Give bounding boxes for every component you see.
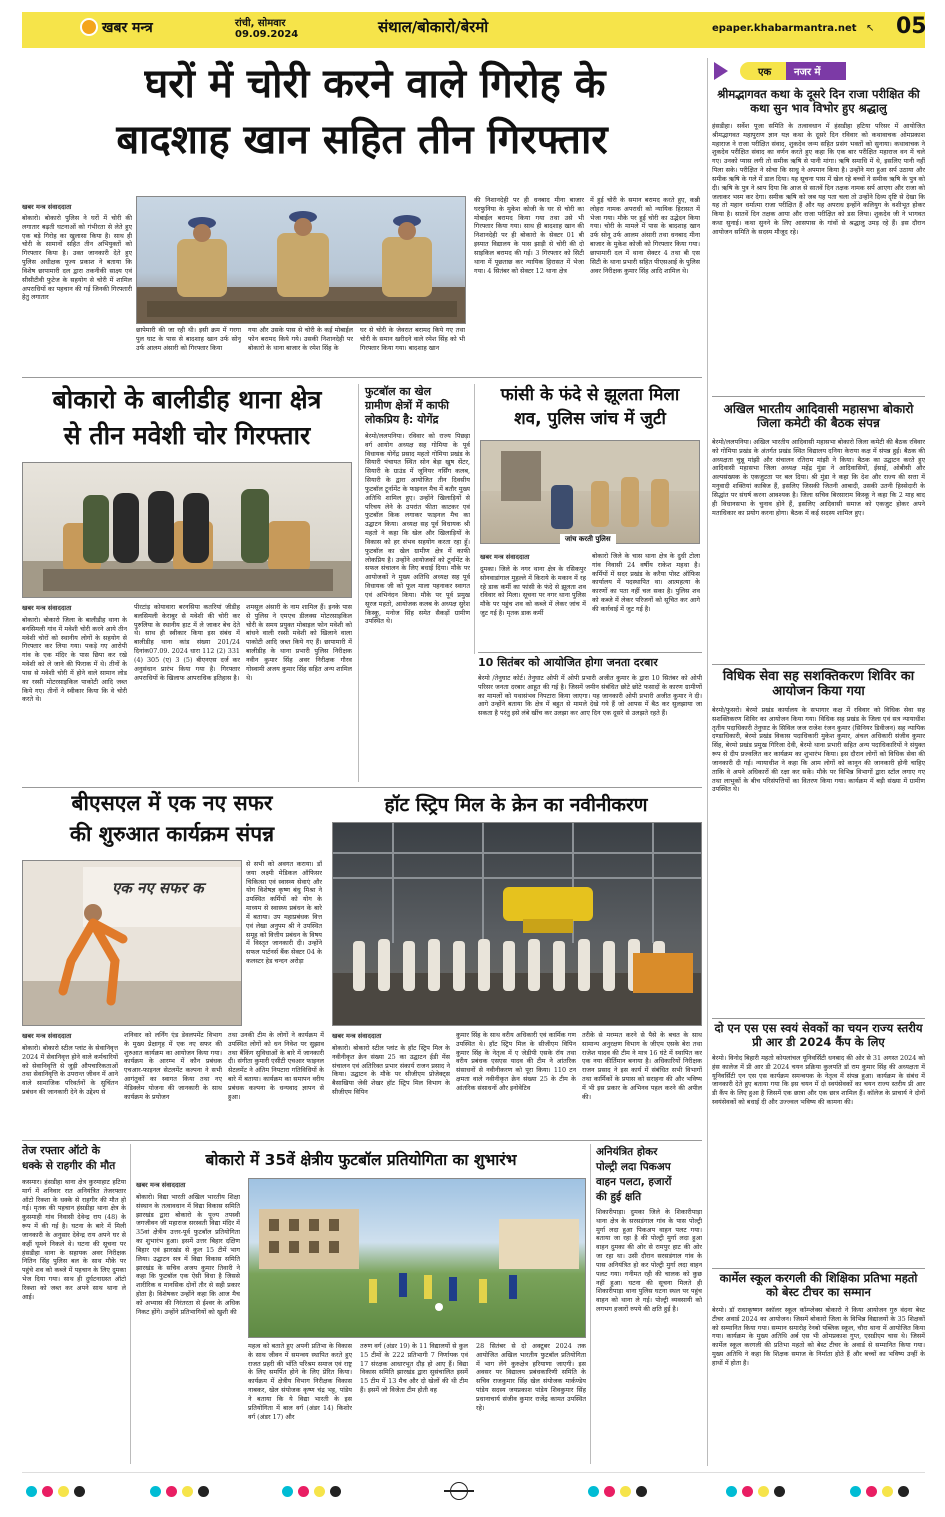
theft-col3: शमसूल अंसारी के नाम शामिल हैं। इनके पास से पुलिस ने एमएच डीलक्स मोटरसाइकिल चोरी के समय प्रयुक्त मोबाइल फोन मवेशी को बांधने वाली रस्सी मवेशी को खिलाने वाला पाकोटी आदि जब्त किये गए हैं। छापामारी में बालीडीह के थाना प्रभारी पुलिस निरीक्षक नवीन कुमार सिंह अवर निरीक्षक गौरव गोस्वामी अजय कुमार सिंह सहित अन्य शामिल थे। [246, 603, 352, 682]
registration-mark-icon [182, 1486, 193, 1497]
divider [130, 1144, 131, 1464]
theft-photo [22, 462, 352, 598]
divider [22, 787, 702, 788]
nazar-tag-text: नजर में [794, 67, 821, 78]
divider [712, 664, 925, 665]
crane-byline: खबर मन्त्र संवाददाता [332, 1032, 382, 1040]
theft-byline: खबर मन्त्र संवाददाता [22, 604, 72, 612]
registration-mark-icon [758, 1486, 769, 1497]
football-small-headline-2: ग्रामीण क्षेत्रों में काफी [365, 399, 449, 412]
divider [590, 1144, 591, 1464]
theft-col2: पीरटांड़ कोयावारा बरनसिया कतरियां जीडीह बलसिमली केराबुर से मवेशी की चोरी कर पुरुलिया के स्थानीय हाट में ले जाकर बेच देते थे। साथ ही स्वीकार किया इस संबंध में बालीडीह थाना कांड संख्या 201/24 दिनांक07.09. 2024 धारा 112 (2) 331 (4) 305 (ए) 3 (5) बीएनएस दर्ज कर अनुसंधान प्रारंभ किया गया है। गिरफ्तार अपराधियों के खिलाफ आपराधिक इतिहास है। [134, 603, 240, 682]
lead-col4: घर से चोरी के जेवरात बरामद किये गए तथा चोरी के समान खरीदने वाले रमेश सिंह को भी गिरफ्तार किया गया। बादशाह खान [360, 326, 465, 352]
city-day: रांची, सोमवार [235, 18, 286, 29]
registration-mark-icon [636, 1486, 647, 1497]
football-small-headline-1: फुटबॉल का खेल [365, 385, 432, 398]
registration-mark-icon [42, 1486, 53, 1497]
registration-mark-icon [620, 1486, 631, 1497]
nazar-arrow-icon [714, 62, 728, 80]
lead-byline: खबर मन्त्र संवाददाता [22, 203, 72, 211]
football-small-text: बेरमो/ललपनिया। रविवार को राज्य पिछड़ा वर्ग आयोग अध्यक्ष सह गोमिया के पूर्व विधायक योगेंद्र प्रसाद महतो गोमिया प्रखंड के सियारी पंचायत स्थित सोन बेड़ा खुष सेंटर, सियारी के ग्राउंड में जूनियर नर्सिंग कलब, सियारी के द्वारा आयोजित तीन दिवसीय फुटबॉल टूर्नामेंट के फाइनल मैच में बतौर मुख्य अतिथि शामिल हुए। उन्होंने खिलाड़ियों से परिचय लेने के उपरांत फीता काटकर एवं फुटबॉल किक लगाकर फाइनल मैच का उद्घाटन किया। अध्यक्ष सह पूर्व विधायक श्री महतो ने कहा कि खेल और खिलाड़ियों के विकास को हर संभव सहयोग करता रहा हूँ। फुटबॉल का खेल ग्रामीण क्षेत्र में काफी लोकप्रिय है। उन्होंने आयोजकों को टूर्नामेंट के सफल संचालन के लिए बधाई दिया। मौके पर आयोजकों ने मुख्य अतिथि अध्यक्ष सह पूर्व विधायक जी को फूल माला पहनाकर स्वागत एवं अभिनंदन किया। मौके पर पूर्व प्रमुख सूरज महतो, आयोजक कलब के अध्यक्ष सुरेश किस्कू, मनोज सिंह समेत सैकड़ों ग्रामीण उपस्थित थे। [365, 432, 470, 626]
cursor-icon: ↖ [866, 23, 875, 34]
bsnl-col3: से सभी को अवगत कराया। डॉ जया लक्ष्मी मेडिकल ऑफिसर चिकित्सा एवं स्वास्थ्य सेवाएं और योग विशेषज्ञ कृष्ण बंधु मिश्रा ने उपस्थित कर्मियों को योग के माध्यम से स्वास्थ्य प्रबंधन के बारे में बताया। उप महाप्रबंधक वित्त एवं लेखा अनुपम श्री ने उपस्थित समूह को वित्तीय प्रबंधन के विषय में विस्तृत जानकारी दी। उन्होंने सफल पार्टनर्स बैंक सेक्टर 04 के कलस्टर हेड चन्दन अरोड़ा [246, 860, 322, 966]
nazar-tag-ek: एक [758, 67, 772, 78]
pickup-headline-4: की हुई क्षति [596, 1191, 642, 1203]
teacher-text: बेरमो। डॉ राधाकृष्णन स्कॉलर स्कूल कॉम्प्लेक्स बोकारो ने किया आयोजन गुरु वंदना बेस्ट टीचर अवार्ड 2024 का आयोजन। जिसमें बोकारो जिला के विभिन्न विद्यालयों के 35 शिक्षकों को सम्मानित किया गया। सम्मान समारोह रेनबो पब्लिक स्कूल, चौरा थाना में आयोजित किया गया। कार्यक्रम के मुख्य अतिथि अर्ब एस भी ओमप्रकाश गुप्त, एसडीएम चास थे। जिसमें कार्मेल स्कूल करगली की प्रतिभा महतो को बेस्ट टीचर के अवार्ड से सम्मानित किया गया। मुख्य अतिथि ने कहा कि शिक्षक समाज के निर्माता होते हैं और बच्चों का भविष्य उन्हीं के हाथों में होता है। [712, 1306, 925, 1367]
crosshair-icon [444, 1490, 474, 1492]
pickup-text: शिकारीपाड़ा। दुमका जिले के शिकारीपाड़ा थाना क्षेत्र के सरसडंगाल गांव के पास पोल्ट्री मुर्गा लदा हुआ पिकअप वाहन पलट गया। बताया जा रहा है की पोल्ट्री मुर्गा लदा हुआ वाहन दुमका की ओर से रामपुर हाट की ओर जा रहा था। उसी दौरान सरसडंगाल गांव के पास अनियंत्रित हो कर पोल्ट्री मुर्गा लदा वाहन पलट गया। गनीमत रही की चालक को कुछ नहीं हुआ। घटना की सूचना मिलते ही शिकारीपाड़ा थाना पुलिस घटना स्थल पर पहुंच वाहन को थाना ले गई। पोल्ट्री व्यवसायी को लगभग हजारों रुपये की क्षति हुई है। [596, 1208, 702, 1314]
football-photo [248, 1178, 586, 1338]
registration-mark-icon [58, 1486, 69, 1497]
registration-mark-icon [298, 1486, 309, 1497]
crane-headline: हॉट स्ट्रिप मिल के क्रेन का नवीनीकरण [384, 794, 648, 816]
lead-col1: बोकारो। बोकारो पुलिस ने घरों में चोरी की लगातार बढ़ती घटनाओं को गंभीरता से लेते हुए एक बड़े गिरोह का खुलासा किया है। साथ ही चोरी के सामानों सहित तीन अभियुक्तों को गिरफ्तार किया है। उक्त जानकारी देते हुए पुलिस अधीक्षक पूज्य प्रकाश ने बताया कि विशेष छापामारी दल द्वारा तकनीकी साक्ष्य एवं सीसीटीवी फुटेज के सहयोग से चोरी में शामिल अपराधियों का पहचान की गई जिनकी गिरफ्तारी हेतु लगातार [22, 214, 132, 302]
divider [22, 377, 702, 378]
bsnl-headline-1: बीएसएल में एक नए सफर [71, 791, 273, 815]
crane-col2: कुमार सिंह के साथ वरीय अधिकारी एवं कार्मिक गण उपस्थित थे। हॉट स्ट्रिप मिल के सीजीएम विपिन कुमार सिंह के नेतृत्व में ए जेडीपी एसके रॉय तथा वरीय प्रबंधक एसएस यादव की टीम ने आंतरिक संसाधनों से नवीनीकरण को पूरा किया। 110 टन क्षमता वाले नवीनीकृत क्रेन संख्या 25 के टीम के आंतरिक संसाधनों और इनोवेटिव [456, 1031, 576, 1092]
lead-col2: छापेमारी की जा रही थी। इसी क्रम में गरगा पुल घाट के पास से बादशाह खान उर्फ सोनू उर्फ आलम अंसारी को गिरफ्तार किया [136, 326, 241, 352]
crane-col1: बोकारो। बोकारो स्टील प्लांट के हॉट स्ट्रिप मिल के नवीनीकृत क्रेन संख्या 25 का उद्घाटन ईडी मेंस संचालन एवं अतिरिक्त प्रभार संकार्य राजन प्रसाद ने किया। उद्घाटन के मौके पर सीजीएम प्रोजेक्ट्स बैसाखिया जेवी शेखर हॉट स्ट्रिप मिल विभाग के सीजीएम विपिन [332, 1044, 450, 1097]
bsnl-banner-text: एक नए सफर क [112, 879, 204, 897]
registration-mark-icon [588, 1486, 599, 1497]
pickup-headline-3: वाहन पलटा, हजारों [596, 1176, 672, 1188]
registration-mark-icon [604, 1486, 615, 1497]
pickup-headline-2: पोल्ट्री लदा पिकअप [596, 1161, 671, 1173]
auto-headline-2: धक्के से राहगीर की मौत [22, 1160, 116, 1172]
brand-name: खबर मन्त्र [102, 20, 153, 36]
auto-headline-1: तेज रफ्तार ऑटो के [22, 1144, 101, 1157]
divider [478, 652, 702, 653]
lok-adalat-text: बेरमो /तेनुघाट कोर्ट। तेनुघाट ओपी में ओपी प्रभारी अजीत कुमार के द्वारा 10 सितंबर को ओपी परिसर जनता दरबार आहूत की गई है। जिसमें जमीन संबंधित छोटे छोटे फसादों के कारण ग्रामीणों का मामलों को यथासंभव निपटारा किया जाएगा। यह जानकारी ओपी प्रभारी अजीत कुमार ने दी। आगे उन्होंने बताया कि क्षेत्र में बहुत से मामले देखे गये हैं जो आपस में बैठ कर सुलझाया जा सकता है परंतु इसे लंबे खींच कर उलझा कर आए दिन एक दूसरे से उलझते रहते हैं। [478, 674, 702, 718]
teacher-headline: कार्मेल स्कूल करगली की शिक्षिका प्रतिभा महतो को बेस्ट टीचर का सम्मान [719, 1271, 918, 1299]
football-big-col2: महत्व को बताते हुए अपनी प्रतिभा के विकास के साथ जीवन में समन्वय स्थापित करते हुए राजत प्रहरी की भाँति परिश्रम समाज एवं राष्ट्र के लिए समर्पित होने के लिए प्रेरित किया। कार्यक्रम में क्षेत्रीय विभाग निरीक्षक विकास नाबकर, खेल संयोजक कृष्ण चंद्र भट्ट, पांडेय ने बताया कि ये विद्या भारती के इस प्रतियोगिता में बाल वर्ग (अंडर 14) किशोर वर्ग (अंडर 17) और [248, 1342, 352, 1421]
football-big-col1: बोकारो। विद्या भारती अखिल भारतीय शिक्षा संस्थान के तत्वावधान में विद्या विकास समिति झारखंड द्वारा बोकारो के पूज्य तपस्वी जगजीवन जी महाराज सरस्वती विद्या मंदिर में 35वां क्षेत्रीय उत्तर-पूर्व फुटबॉल प्रतियोगिता का शुभारंभ हुआ। इसमें उत्तर बिहार दक्षिण बिहार एवं झारखंड से कुल 15 टीमें भाग लिया। उद्घाटन सत्र में विद्या विकास समिति झारखंड के सचिव अजय कुमार तिवारी ने कहा कि फुटबॉल एक ऐसी विधा है जिससे शारीरिक व मानसिक दोनों तौर से सही प्रकार होता है। विशेषकर उन्होंने कहा कि आज मैच को अभ्यास की निरंतरता से ईश्वर के अधिक निकट होंगे। उन्होंने प्रतिभागियों को खुशी की [136, 1193, 240, 1316]
section-title: संथाल/बोकारो/बेरमो [378, 18, 489, 36]
auto-text: कसमार। हंसडीहा थाना क्षेत्र कुरमाहाट हटिया मार्ग में शनिवार रात अनियंत्रित तेजरफ्तार ऑटो रिक्शा के धक्के से राहगीर की मौत हो गई। मृतक की पहचान हंसडीहा थाना क्षेत्र के कुसमाही गांव निवासी देवेन्द्र राय (48) के रूप में की गई है। घटना के बारे में मिली जानकारी के अनुसार देवेन्द्र राय अपने घर से कहीं घूमने निकले थे। घटना की सूचना पर हंसडीहा थाना के सहायक अवर निरीक्षक नितिन सिंह पुलिस बल के साथ मौके पर पहुंचे शव को कब्जे में पहचान के लिए दुमका भेज दिया गया। साथ ही दुर्घटनाग्रस्त ऑटो रिक्शा को जब्त कर अपने साथ थाना ले आई। [22, 1178, 126, 1301]
hanging-photo [480, 440, 700, 544]
lead-col3: गया और उसके पास से चोरी के कई मोबाईल फोन बरामद किये गये। उसकी निशानदेही पर बोकारो के थाना बाजार के रमेश सिंह के [248, 326, 353, 352]
nss-headline: दो एन एस एस स्वयं सेवकों का चयन राज्य स्तरीय प्री आर डी 2024 कैंप के लिए [714, 1021, 923, 1049]
divider [712, 1018, 925, 1019]
hanging-headline-2: शव, पुलिस जांच में जुटी [514, 409, 666, 429]
registration-mark-icon [74, 1486, 85, 1497]
lead-headline-1: घरों में चोरी करने वाले गिरोह के [144, 61, 606, 107]
registration-mark-icon [774, 1486, 785, 1497]
footer-rule [22, 1472, 925, 1473]
police-photo [136, 196, 466, 324]
nss-text: बेरमो। विनोद बिहारी महतो कोयलांचल यूनिवर्सिटी धनबाद की ओर से 31 अगस्त 2024 को हंस कालेज में प्री आर डी 2024 चयन प्रक्रिया कुलपति डॉ राम कुमार सिंह की अध्यक्षता में यूनिवर्सिटी एन एस एस कार्यक्रम समन्वयक के नेतृत्व में संपन्न हुआ। कार्यक्रम के संबंध में जानकारी देते हुए बताया गया कि इस चयन में दो स्वयंसेवकों का चयन राज्य स्तरीय प्री आर डी कैंप के लिए हुआ है जिसमें एक छात्रा और एक छात्र शामिल हैं। कॉलेज के प्राचार्य ने दोनों स्वयंसेवकों को बधाई दी और उज्ज्वल भविष्य की कामना की। [712, 1054, 925, 1107]
lead-col5: की निशानदेही पर ही धनबाद मीना बाजार घरफुनिया के मुकेश कोजी के घर से चोरी का मोबाईल बरामद किया गया तथा उसे भी गिरफ्तार किया गया। साथ ही बादशाह खान की निशानदेही पर ही बोकारो के सेक्टर 01 बी इस्पात विद्यालय के पास झाड़ी से चोरी की दो साइकिल बरामद की गई। 3 गिरफ्तार को सिटी थाना में पूछताछ कर न्यायिक हिरासत में भेजा गया। 4 सितंबर को सेक्टर 12 थाना क्षेत्र [474, 196, 584, 275]
vidhik-headline: विधिक सेवा सह सशक्तिकरण शिविर का आयोजन किया गया [722, 669, 915, 700]
hanging-photo-caption: जांच करती पुलिस [560, 534, 616, 545]
divider [22, 1140, 702, 1141]
theft-headline-1: बोकारो के बालीडीह थाना क्षेत्र [52, 385, 322, 414]
pickup-headline-1: अनियंत्रित होकर [596, 1146, 658, 1158]
bsnl-headline-2: की शुरुआत कार्यक्रम संपन्न [69, 822, 275, 846]
theft-headline-2: से तीन मवेशी चोर गिरफ्तार [63, 421, 311, 450]
registration-mark-icon [314, 1486, 325, 1497]
registration-mark-icon [26, 1486, 37, 1497]
registration-mark-icon [742, 1486, 753, 1497]
registration-mark-icon [282, 1486, 293, 1497]
football-big-col3: तरुण वर्ग (अंडर 19) के 11 विद्यालयों से कुल 15 टीमों के 222 प्रतिभागी 7 निर्णायक एवं 17 संरक्षक आधारभूत दौड़ हो आए हैं। विद्या विकास समिति झारखंड द्वारा सुसंचालित इसमें 15 टीम में 13 मैच और दो खेलों की थी टीम हैं। इसमें जो विजेता टीम होती वह [360, 1342, 468, 1395]
registration-mark-icon [850, 1486, 861, 1497]
hanging-col2: बोकारो जिले के चास थाना क्षेत्र के दुधी टोला गांव निवासी 24 वर्षीय राकेश महथा है। कर्मियों में सदर प्रखंड के करैया पोस्ट ऑफिस कार्यालय में पदस्थापित था। आत्महत्या के कारणों का पता नहीं चल सका है। पुलिस शव को कब्जे में लेकर परिजनों को सूचित कर आगे की कार्रवाई में जुट गई है। [592, 552, 700, 613]
brand-logo-icon [80, 18, 98, 36]
football-big-col4: 28 सितंबर से दो अक्टूबर 2024 तक आयोजित अखिल भारतीय फुटबॉल प्रतियोगिता में भाग लेंगे कुरुक्षेत्र हरियाणा जाएगी। इस अवसर पर विद्यालय प्रबंधकारिणी समिति के सचिव राजकुमार सिंह खेल संयोजक मार्कण्डेय पांडेय सदस्य जयप्रकाश पांडेय शिवकुमार सिंह प्रधानाचार्य संजीव कुमार राजेंद्र कामत उपस्थित रहे। [476, 1342, 586, 1412]
crane-col3: तरीके से मरम्मत करने से पैसे के बचत के साथ सामान्य अनुरक्षण विभाग के जीएम एसके बेरा तथा राजेश यादव की टीम ने मात्र 16 घंटे में स्थापित कर एक नया कीर्तिमान बनाया है। अधिकारियों निरीक्षक राजन प्रसाद ने इस कार्य में संबंधित सभी विभागों तथा कार्मिकों के प्रयास को सराहना की और भविष्य में भी इस प्रकार के अभिनव पहल करने की अपील की। [582, 1031, 702, 1101]
hanging-byline: खबर मन्त्र संवाददाता [480, 553, 530, 561]
registration-mark-icon [198, 1486, 209, 1497]
bsnl-col4: तथा उनकी टीम के लोगों ने कार्यक्रम में उपस्थित लोगों को धन निवेश पर सुझाव तथा बैंकिंग सुविधाओं के बारे में जानकारी दी। संगीता कुमारी एसीटी एचआर फाइनल सेटलमेंट ने अंतिम निपटारा गतिविधियों के बारे में बताया। कार्यक्रम का समापन वरीय प्रबंधक कल्पना के धन्यवाद ज्ञापन से हुआ। [228, 1031, 324, 1101]
registration-mark-icon [882, 1486, 893, 1497]
hanging-col1: दुमका। जिले के नगर थाना क्षेत्र के रसिकपुर सोनवाडांगाल मुहल्ले में किराये के मकान में रह रहे डाक कर्मी का फांसी के फंदे से झूलता शव रविवार को मिला। सूचना पर नगर थाना पुलिस मौके पर पहुंच शव को कब्जे में लेकर जांच में जुट गई है। मृतक डाक कर्मी [480, 565, 586, 618]
lead-headline-2: बादशाह खान सहित तीन गिरफ्तार [116, 117, 608, 163]
site-url[interactable]: epaper.khabarmantra.net [712, 23, 857, 34]
bhagwat-headline: श्रीमद्भागवत कथा के दूसरे दिन राजा परीक्षित की कथा सुन भाव विभोर हुए श्रद्धालु [717, 87, 920, 115]
hanging-headline-1: फांसी के फंदे से झूलता मिला [500, 385, 680, 405]
registration-mark-icon [898, 1486, 909, 1497]
divider [707, 58, 708, 1466]
bsnl-col1: बोकारो। बोकारो स्टील प्लांट के सेवानिवृत्त 2024 में सेवानिवृत्त होने वाले कर्मचारियों को सेवानिवृत्ति से जुड़ी औपचारिकताओं तथा सेवानिवृत्ति के उपरान्त जीवन में आने वाले सामाजिक परिवर्तनों के सुचिंतन प्रबंधन की जानकारी देने के उद्देश्य से [22, 1044, 118, 1097]
registration-mark-icon [150, 1486, 161, 1497]
football-big-headline: बोकारो में 35वें क्षेत्रीय फुटबॉल प्रतियोगिता का शुभारंभ [205, 1151, 517, 1169]
adivasi-text: बेरमो/ललपनिया। अखिल भारतीय आदिवासी महासभा बोकारो जिला कमेटी की बैठक रविवार को गोमिया प्रखंड के अंतर्गत प्रखंड स्थित विद्यालय दनिया केराया कक्ष में संपन्न हुई। बैठक की अध्यक्षता चुन्नू मांझी और संचालन रतिराम मांझी ने किया। बैठक का उद्घाटन करते हुए आदिवासी महासभा जिला अध्यक्ष महेंद्र मुंडा ने आदिवासियों, ईसाई, ओबीसी और अल्पसंख्यक के एकजुटता पर बल दिया। श्री मुंडा ने कहा कि देश और राज्य की सत्ता में मनुवादी शक्तियां काबिज हैं, इसलिए जिसकी जितनी आबादी, उसकी उतनी हिस्सेदारी के सिद्धांत पर संघर्ष करना आवश्यक है। जिला सचिव बिरसाराम किस्कू ने कहा कि 2 माह बाद ही विधानसभा के चुनाव होने हैं, इसलिए आदिवासी समाज को एकजुट होकर अपने मताधिकार का प्रयोग करना होगा। बैठक में कई सदस्य शामिल हुए। [712, 438, 925, 517]
theft-col1: बोकारो। बोकारो जिला के बालीडीह थाना के बनसिमली गांव में मवेशी चोरी करने आये तीन मवेशी चोरों को स्थानीय लोगों के सहयोग से गिरफ्तार कर लिया गया। पकड़े गए आरोपी गांव के एक मंदिर के पास छिपा कर रखे मवेशी को ले जाने की फिराक में थे। तीनों के पास से मवेशी चोरी में होने वाले सामान लोड का रस्सी मोटरसाइकिल पाकोटी आदि जब्त किये गए। तीनों ने स्वीकार किया कि वे चोरी करते थे। [22, 616, 127, 704]
bsnl-col2: शनिवार को लर्निंग एंड डेवलपमेंट विभाग के मुख्य प्रेक्षागृह में एक नए सफर की शुरुआत कार्यक्रम का आयोजन किया गया। कार्यक्रम के आरम्भ में कौन प्रबंधक एचआर-फाइनल सेटलमेंट कल्पना ने सभी आगंतुकों का स्वागत किया तथा नए मेडिक्लेम योजना की जानकारी के साथ कार्यक्रम के प्रयोजन [124, 1031, 222, 1101]
bhagwat-text: हंसडीहा। सर्वेश पूजा समिति के तत्वावधान में हंसडीहा हटिया परिसर में आयोजित श्रीमद्भागवत महापुराण ज्ञान यज्ञ कथा के दूसरे दिन रविवार को कथावाचक ओमप्रकाश महाराज ने राजा परीक्षित संवाद, शुकदेव जन्म सहित प्रसंग भक्तों को सुनाया। कथावाचक ने शुकदेव परीक्षित संवाद का वर्णन करते हुए कहा कि एक बार परीक्षित महाराज वन में चले गए। उनको प्यास लगी तो समीक ऋषि से पानी मांगा। ऋषि समाधि में थे, इसलिए पानी नहीं पिला सके। परीक्षित ने सोचा कि साधु ने अपमान किया है। उन्होंने मरा हुआ सर्प उठाया और समीक ऋषि के गले में डाल दिया। यह सूचना पास में खेल रहे बच्चों ने समीक ऋषि के पुत्र को दी। ऋषि के पुत्र ने श्राप दिया कि आज से सातवें दिन तक्षक नामक सर्प आएगा और राजा को जलाकर भस्म कर देगा। समीक ऋषि को जब यह पता चला तो उन्होंने दिव्य दृष्टि से देखा कि यह तो महान धर्मात्मा राजा परीक्षित हैं और यह अपराध इन्होंने कलियुग के वशीभूत होकर किया है। सातवें दिन तक्षक आया और राजा परीक्षित को डस लिया। शुकदेव जी ने भागवत कथा सुनाई। कथा सुनने के लिए आसपास के गांवों से श्रद्धालु उमड़ रहे हैं। इस दौरान आयोजन समिति के सदस्य मौजूद रहे। [712, 122, 925, 236]
crane-photo [332, 822, 702, 1026]
divider [712, 1268, 925, 1269]
page-number: 05 [896, 14, 927, 39]
lead-col6: में हुई चोरी के समान बरामद करते हुए, कन्नी लोहरा नामक अपराधी को न्यायिक हिरासत में भेजा गया। मौके पर हुई चोरी का उद्भेदन किया गया। चोरी के मामले में पास के बादशाह खान उर्फ सोनू उर्फ आलम अंसारी तथा धनबाद मीना बाजार के मुकेश कोजी को गिरफ्तार किया गया। छापामारी दल में थाना सेक्टर 4 तथा बी एस सिटी के थाना प्रभारी सहित पीएसआई के पुलिस अवर निरीक्षक कुमार सिंह आदि शामिल थे। [590, 196, 700, 275]
registration-mark-icon [726, 1486, 737, 1497]
registration-mark-icon [866, 1486, 877, 1497]
registration-mark-icon [330, 1486, 341, 1497]
football-big-byline: खबर मन्त्र संवाददाता [136, 1181, 186, 1189]
divider [712, 396, 925, 397]
date: 09.09.2024 [235, 29, 299, 40]
vidhik-text: बेरमो/फुसरो। बेरमो प्रखंड कार्यालय के सभागार कक्ष में रविवार को विधिक सेवा सह सशक्तिकरण शिविर का आयोजन किया गया। विधिक सह प्रखंड के जिला एवं सत्र न्यायाधीश तृतीय पदाधिकारी तेनुघाट के सिविल जज राजेश रंजन कुमार (सिनियर डिवीजन) सह न्यायिक दण्डाधिकारी, बेरमो प्रखंड विकास पदाधिकारी मुकेश कुमार, अंचल अधिकारी संजीव कुमार सिंह, बेरमो प्रखंड प्रमुख गिरिजा देवी, बेरमो थाना प्रभारी सहित अन्य पदाधिकारियों ने संयुक्त रूप से दीप प्रज्वलित कर कार्यक्रम का शुभारंभ किया। इस दौरान लोगों को विधिक सेवा की जानकारी दी गई। न्यायाधीश ने कहा कि आम लोगों को कानून की जानकारी होनी चाहिए ताकि वे अपने अधिकारों की रक्षा कर सकें। मौके पर विभिन्न विभागों द्वारा स्टॉल लगाए गए तथा लाभुकों के बीच परिसंपत्तियों का वितरण किया गया। कार्यक्रम में बड़ी संख्या में ग्रामीण उपस्थित थे। [712, 706, 925, 794]
bsnl-byline: खबर मन्त्र संवाददाता [22, 1032, 72, 1040]
registration-mark-icon [166, 1486, 177, 1497]
divider [358, 384, 359, 782]
football-small-headline-3: लोकप्रिय है: योगेंद्र [365, 413, 439, 426]
adivasi-headline: अखिल भारतीय आदिवासी महासभा बोकारो जिला कमेटी की बैठक संपन्न [723, 402, 914, 431]
lok-adalat-headline: 10 सितंबर को आयोजित होगा जनता दरबार [478, 656, 658, 669]
divider [474, 384, 475, 654]
